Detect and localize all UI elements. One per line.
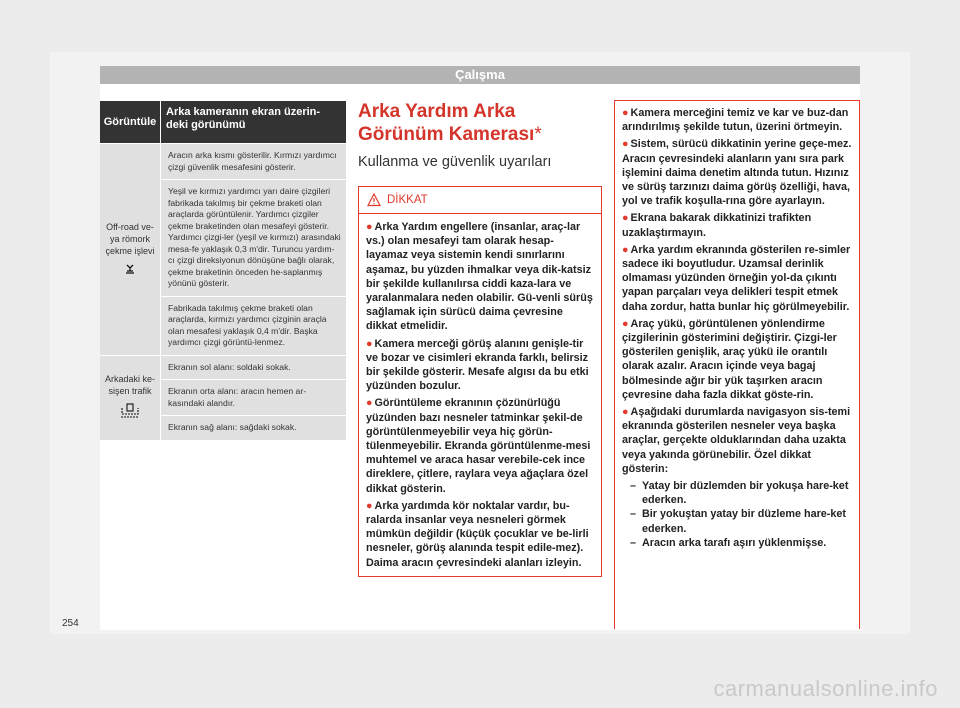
bullet-icon: ● <box>366 397 373 410</box>
warning-box <box>358 186 602 577</box>
section-title-suffix: * <box>534 124 542 145</box>
list-item <box>366 499 595 570</box>
dash-marker: – <box>630 536 637 549</box>
sub-list-item-text: Bir yokuştan yatay bir düzleme hare-ket ederken. <box>642 508 847 535</box>
bullet-icon: ● <box>622 406 629 419</box>
list-item <box>622 106 853 134</box>
warning-continuation-body <box>615 101 859 550</box>
table-row: Yeşil ve kırmızı yardımcı yarı daire çizgileri fabrikada takılmış bir çekme braketi olan araçlarda görüntülenir. Yardımcı çizgiler çekme braketinden olan mesafeyi gösterir. Yardımcı çizgi-ler (yeşil ve kırmızı) arasındaki mesa-fe yaklaşık 0,3 m'dir. Turuncu yardım-cı çizgi direksiyonun dönüşüne bağlı olarak, çekme braketinin önceden he-saplanmış yönünü gösterir. <box>161 179 346 296</box>
table-row: Ekranın sol alanı: soldaki sokak. <box>161 356 346 380</box>
list-item-text: Ekrana bakarak dikkatinizi trafikten uzaklaştırmayın. <box>622 212 812 239</box>
warning-continuation-box <box>614 100 860 629</box>
list-item-text: Kamera merceği görüş alanını genişle-tir ve bozar ve cisimleri ekranda farklı, belirsiz bir şekilde gösterir. Mesafe algısı da bu etki yüzünden bozulur. <box>366 337 589 393</box>
sub-list-item <box>622 479 853 507</box>
group-label-cell <box>100 356 160 440</box>
list-item <box>622 137 853 208</box>
list-item <box>622 211 853 239</box>
warning-triangle-icon <box>367 193 381 207</box>
display-table <box>100 101 346 440</box>
sub-list-item-text: Yatay bir düzlemden bir yokuşa hare-ket ederken. <box>642 480 849 507</box>
table-group-offroad <box>100 143 346 355</box>
bullet-icon: ● <box>622 138 629 151</box>
table-row: Aracın arka kısmı gösterilir. Kırmızı yardımcı çizgi güvenlik mesafesini gösterir. <box>161 144 346 179</box>
bullet-icon: ● <box>366 499 373 512</box>
section-header-bar: Çalışma <box>100 66 860 84</box>
group-label-cell <box>100 144 160 355</box>
table-row: Fabrikada takılmış çekme braketi olan araçlarda, kırmızı yardımcı çizginin araçla olan mesafesi yaklaşık 0,4 m'dir. Başka yardımcı çizgi görüntü-lenmez. <box>161 296 346 355</box>
bullet-icon: ● <box>366 337 373 350</box>
trailer-icon <box>124 263 136 278</box>
bullet-icon: ● <box>622 317 629 330</box>
list-item-text: Arka yardımda kör noktalar vardır, bu-ralarda insanlar veya nesneleri görmek mümkün değildir (küçük çocuklar ve be-lirli nesneler, görüş alanında tespit edile-mez). Daima aracın çevresindeki alanları izleyin. <box>366 499 589 569</box>
list-item-text: Kamera merceğini temiz ve kar ve buz-dan arındırılmış şekilde tutun, üzerini örtmeyin. <box>622 107 849 134</box>
group-rows <box>160 144 346 355</box>
list-item <box>366 396 595 495</box>
table-group-cross-traffic <box>100 355 346 440</box>
sub-list-item-text: Aracın arka tarafı aşırı yüklenmişse. <box>642 536 827 549</box>
list-item-text: Sistem, sürücü dikkatinin yerine geçe-mez. Aracın çevresindeki alanların yanı sıra park işlemini daima denetim altında tutun. Hızınız ve sürüş tarzınızı daima görüş özelliği, hava, yol ve trafik koşulla-rına göre ayarlayın. <box>622 138 852 208</box>
warning-heading: DİKKAT <box>387 194 428 206</box>
bullet-icon: ● <box>622 243 629 256</box>
table-header-display: Görüntüle <box>103 116 157 128</box>
list-item-text: Arka yardım ekranında gösterilen re-simler sadece iki boyutludur. Uzamsal derinlik olmaması yüzünden örneğin yol-da çıkıntı yapan parçaları veya delikleri tespit etmek daha zordur, hatta bunlar hiç görülmeyebilir. <box>622 243 851 313</box>
group-label: Off-road ve-ya römork çekme işlevi <box>105 221 155 256</box>
list-item-text: Aşağıdaki durumlarda navigasyon sis-temi ekranında gösterilen nesneler veya başka araçlar, gerçekte olduklarından daha uzakta veya yakında görünebilir. Özel dikkat gösterin: <box>622 406 851 475</box>
bullet-icon: ● <box>366 221 373 233</box>
list-item <box>622 243 853 314</box>
list-item-text: Araç yükü, görüntülenen yönlendirme çizgilerinin gösterimini değiştirir. Çizgi-ler gösterilen genişlik, araç yükü ile orantılı olarak azalır. Aracın içinde veya bagaj bölmesinde ağır bir yük taşırken aracın çevresine daha fazla dikkat göste-rin. <box>622 317 837 401</box>
dash-marker: – <box>630 508 637 521</box>
list-item <box>622 317 853 402</box>
group-label: Arkadaki ke-sişen trafik <box>104 374 156 396</box>
list-item-text: Görüntüleme ekranının çözünürlüğü yüzünden bazı nesneler tatminkar şekil-de görüntülenmeyebilir veya hiç görün-tülenmeyebilir. Ekranda görüntülenme-mesi muhtemel ve araca hasar verebile-cek ince direklere, çitlere, raylara veya ağaçlara özel dikkat gösterin. <box>366 397 591 495</box>
list-item <box>366 220 595 334</box>
list-item-text: Arka Yardım engellere (insanlar, araç-lar vs.) olan mesafeyi tam olarak hesap-layamaz veya sistemin kendi sınırlarını aşamaz, bu yüzden ihmalkar veya dik-katsiz bir şekilde kullanılırsa ciddi kaza-lara ve yaralanmalara neden olabilir. Gü-venli sürüş sağlamak için sürücü daima çevresine dikkat etmelidir. <box>366 221 593 333</box>
table-row: Ekranın sağ alanı: sağdaki sokak. <box>161 415 346 440</box>
table-header <box>100 101 346 143</box>
watermark: carmanualsonline.info <box>713 676 938 701</box>
table-header-view: Arka kameranın ekran üzerin-deki görünümü <box>160 101 346 143</box>
warning-body <box>359 214 601 570</box>
warning-header <box>359 187 601 214</box>
sub-list-item <box>622 507 853 535</box>
section-title-text: Arka Yardım Arka Görünüm Kamerası <box>358 101 535 145</box>
list-item <box>366 337 595 394</box>
page-number: 254 <box>62 618 79 629</box>
dash-marker: – <box>630 480 637 493</box>
cross-traffic-icon <box>120 403 140 422</box>
sub-list-item <box>622 536 853 550</box>
section-title <box>358 100 602 146</box>
list-item <box>622 405 853 476</box>
bullet-icon: ● <box>622 107 629 119</box>
section-subtitle: Kullanma ve güvenlik uyarıları <box>358 154 552 170</box>
middle-column <box>358 100 602 170</box>
table-row: Ekranın orta alanı: aracın hemen ar-kasındaki alandır. <box>161 379 346 415</box>
bullet-icon: ● <box>622 212 629 225</box>
group-rows <box>160 356 346 440</box>
